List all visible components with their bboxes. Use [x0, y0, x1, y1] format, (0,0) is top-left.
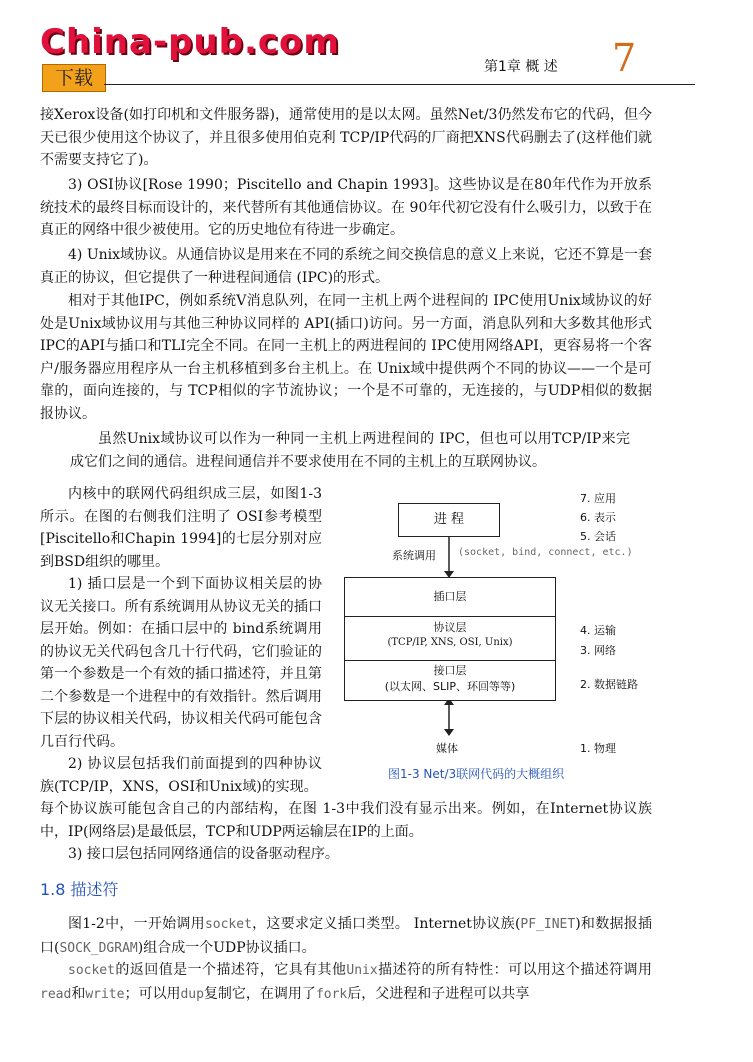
paragraph-socket-call: 图1-2中，一开始调用socket，这要求定义插口类型。 Internet协议族(PF_INET)和数据报插口(SOCK_DGRAM)组合成一个UDP协议插口。 [40, 916, 652, 956]
protocol-list: (TCP/IP, XNS, OSI, Unix) [387, 637, 513, 648]
paragraph-socket-layer: 1) 插口层是一个到下面协议相关层的协议无关接口。所有系统调用从协议无关的插口层开始。例如：在插口层中的 bind系统调用的协议无关代码包含几十行代码，它们验证的第一个参数是一个有效的插口描述符，并且第二个参数是一个进程中的有效指针。然后调用下层的协议相关代码，协议相关代码可能包含几百行代码。 [40, 576, 322, 750]
osi-layer-2: 2. 数据链路 [580, 678, 638, 691]
osi-layer-7: 7. 应用 [580, 492, 616, 505]
paragraph-tcpip-ipc: 虽然Unix域协议可以作为一种同一主机上两进程间的 IPC，但也可以用TCP/IP来完成它们之间的通信。进程间通信并不要求使用在不同的主机上的互联网协议。 [70, 431, 630, 470]
interface-layer-label: 接口层 [433, 664, 467, 677]
paragraph-protocol-structure: 每个协议族可能包含自己的内部结构，在图 1-3中我们没有显示出来。例如，在Internet协议族中，IP(网络层)是最低层，TCP和UDP两运输层在IP的上面。 [40, 801, 652, 840]
interface-layer-box [345, 661, 555, 701]
page-number: 7 [612, 36, 637, 80]
process-label: 进 程 [433, 512, 465, 527]
code-sock-dgram: SOCK_DGRAM [59, 940, 138, 956]
protocol-layer-label: 协议层 [433, 621, 467, 634]
paragraph-ipc: 相对于其他IPC，例如系统V消息队列，在同一主机上两个进程间的 IPC使用Unix域协议的好处是Unix域协议用与其他三种协议同样的 API(插口)访问。另一方面，消息队列和大多数其他形式IPC的API与插口和TLI完全不同。在同一主机上的两进程间的 IPC使用网络API，更容易将一个客户/服务器应用程序从一台主机移植到多台主机上。在 Unix域中提供两个不同的协议——一个是可靠的，面向连接的，与 TCP相似的字节流协议；一个是不可靠的，无连接的，与UDP相似的数据报协议。 [40, 293, 652, 422]
paragraph-unix-domain: 4) Unix域协议。从通信协议是用来在不同的系统之间交换信息的意义上来说，它还不算是一套真正的协议，但它提供了一种进程间通信 (IPC)的形式。 [40, 247, 653, 286]
paragraph-xns: 接Xerox设备(如打印机和文件服务器)，通常使用的是以太网。虽然Net/3仍然发布它的代码，但今天已很少使用这个协议了，并且很多使用伯克利 TCP/IP代码的厂商把XNS代码删去了(这样他们就不需要支持它了)。 [40, 107, 652, 168]
code-socket: socket [204, 917, 252, 932]
download-badge: 下载 [42, 64, 106, 92]
code-read: read [40, 986, 72, 1002]
socket-layer-label: 插口层 [433, 590, 467, 603]
kernel-stack [344, 577, 556, 701]
code-dup: dup [180, 986, 204, 1002]
header-rule [104, 84, 695, 85]
syscall-label: 系统调用 [392, 549, 436, 562]
paragraph-layers: 内核中的联网代码组织成三层，如图1-3所示。在图的右侧我们注明了 OSI参考模型[Piscitello和Chapin 1994]的七层分别对应到BSD组织的哪里。 [40, 486, 322, 570]
socket-layer-box [345, 578, 555, 617]
interface-list: (以太网、SLIP、环回等等) [384, 680, 516, 693]
logo [40, 22, 340, 89]
process-box [398, 503, 500, 537]
osi-layer-6: 6. 表示 [580, 511, 616, 524]
protocol-layer-box [345, 617, 555, 661]
code-write: write [85, 986, 125, 1002]
paragraph-protocol-layer: 2) 协议层包括我们前面提到的四种协议族(TCP/IP，XNS，OSI和Unix域)的实现。 [40, 756, 322, 795]
figure-1-3 [330, 485, 660, 785]
paragraph-descriptor: socket的返回值是一个描述符，它具有其他Unix描述符的所有特性：可以用这个描述符调用read和write；可以用dup复制它，在调用了fork后，父进程和子进程可以共享 [40, 962, 652, 1002]
media-label: 媒体 [436, 742, 458, 755]
chapter-heading: 第1章 概 述 [484, 59, 558, 75]
paragraph-interface-layer: 3) 接口层包括同网络通信的设备驱动程序。 [68, 846, 339, 862]
logo-text: China-pub.com [40, 22, 340, 62]
paragraph-osi: 3) OSI协议[Rose 1990；Piscitello and Chapin 1993]。这些协议是在80年代作为开放系统技术的最终目标而设计的，来代替所有其他通信协议。在 90年代初它没有什么吸引力，以致于在真正的网络中很少被使用。它的历史地位有待进一步确定。 [40, 177, 652, 238]
osi-layer-3: 3. 网络 [580, 644, 616, 657]
code-unix: Unix [346, 963, 378, 978]
section-title: 1.8 描述符 [40, 880, 119, 899]
osi-layer-5: 5. 会话 [580, 530, 616, 543]
code-pf-inet: PF_INET [520, 917, 576, 932]
osi-layer-4: 4. 运输 [580, 624, 616, 637]
code-fork: fork [315, 986, 348, 1002]
osi-layer-1: 1. 物理 [580, 742, 616, 755]
syscall-examples: (socket, bind, connect, etc.) [458, 547, 633, 558]
figure-caption: 图1-3 Net/3联网代码的大概组织 [388, 767, 565, 781]
code-socket: socket [68, 963, 115, 978]
